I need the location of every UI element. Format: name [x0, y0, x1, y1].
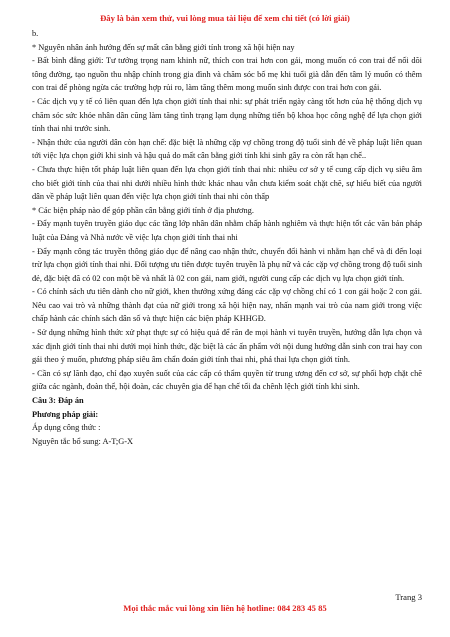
preview-banner: Đây là bản xem thử, vui lòng mua tài liệu để xem chi tiết (có lời giải) — [100, 13, 350, 23]
apply-formula-text: Áp dụng công thức : — [32, 423, 101, 433]
paragraph: - Cần có sự lãnh đạo, chỉ đạo xuyên suốt của các cấp có thẩm quyền từ trung ương đến cơ sở, sự phối hợp chặt chẽ giữa các ngành, đoàn thể, hội đoàn, các chuyên gia để hạn chế tối đa chênh lệch giới tính khi sinh. — [32, 368, 422, 392]
paragraph: - Đẩy mạnh công tác truyền thông giáo dục để nâng cao nhận thức, chuyển đổi hành vi nhằm hạn chế và đi đến loại trừ lựa chọn giới tính thai nhi. Đối tượng ưu tiên được tuyên truyền là phụ nữ và các cặp vợ chồng trong độ tuổi sinh đẻ, đặc biệt đã có 02 con một bề và nhất là 02 con gái, nam giới, người cung cấp các dịch vụ lựa chọn giới tính. — [32, 246, 422, 283]
solution-method-heading: Phương pháp giải: — [32, 409, 99, 419]
document-body — [32, 27, 422, 448]
section-heading-causes: * Nguyên nhân ảnh hưởng đến sự mất cân bằng giới tính trong xã hội hiện nay — [32, 42, 295, 52]
paragraph: - Đẩy mạnh tuyên truyền giáo dục các tầng lớp nhân dân nhằm chấp hành nghiêm và thực hiện tốt các văn bản pháp luật của Đảng và Nhà nước về việc lựa chọn giới tính thai nhi — [32, 219, 422, 242]
hotline-footer: Mọi thắc mắc vui lòng xin liên hệ hotline: 084 283 45 85 — [123, 603, 327, 613]
paragraph: - Các dịch vụ y tế có liên quan đến lựa chọn giới tính thai nhi: sự phát triển ngày càng tốt hơn của hệ thống dịch vụ chăm sóc sức khỏe nhân dân cũng làm tăng tình trạng lạm dụng những tiến bộ khoa học công nghệ để lựa chọn giới tính thai nhi trước sinh. — [32, 96, 422, 134]
paragraph: - Nhận thức của người dân còn hạn chế: đặc biệt là những cặp vợ chồng trong độ tuổi sinh đẻ về pháp luật liên quan tới việc lựa chọn giới khi sinh và hậu quả do mất cân bằng giới tính khi sinh gây ra còn rất hạn chế.. — [32, 137, 422, 161]
complementary-rule-text: Nguyên tắc bổ sung: A-T;G-X — [32, 436, 134, 446]
paragraph: b. — [32, 29, 39, 38]
paragraph: - Có chính sách ưu tiên dành cho nữ giới, khen thưởng xứng đáng các cặp vợ chồng chỉ có 1 con gái hoặc 2 con gái. Nêu cao vai trò và những thành đạt của nữ giới trong xã hội hiện nay, nhấn mạnh vai trò của nam giới trong việc chấp hành các chính sách dân số và thực hiện các biện pháp KHHGĐ. — [32, 287, 422, 324]
question-3-title: Câu 3: Đáp án — [32, 396, 84, 406]
page-number: Trang 3 — [395, 592, 422, 602]
paragraph: - Sử dụng những hình thức xử phạt thực sự có hiệu quả để răn đe mọi hành vi tuyên truyền, hướng dẫn lựa chọn và xác định giới tính thai nhi dưới mọi hình thức, đặc biệt là các ấn phẩm với nội dung hướng dẫn sinh con trai hay con gái theo ý muốn, phương pháp siêu âm chẩn đoán giới tính thai nhi, phá thai lựa chọn giới tính. — [32, 328, 422, 365]
paragraph: - Bất bình đẳng giới: Tư tưởng trọng nam khinh nữ, thích con trai hơn con gái, mong muốn có con trai để nối dõi tông đường, tạo nguồn thu nhập chính trong gia đình và chăm sóc bố mẹ khi tuổi già dẫn đến tâm lý muốn có thêm con trai để phòng ngừa các trường hợp rủi ro, làm tăng thêm mong muốn sinh được con trai hơn con gái. — [32, 56, 422, 93]
section-heading-measures: * Các biện pháp nào để góp phần cân bằng giới tính ở địa phương. — [32, 205, 254, 215]
paragraph: - Chưa thực hiện tốt pháp luật liên quan đến lựa chọn giới tính thai nhi: nhiều cơ sở y tế cung cấp dịch vụ siêu âm cho biết giới tính của thai nhi dưới nhiều hình thức khác nhau vẫn chưa kiểm soát chặt chẽ, sự hiểu biết của người dân về pháp luật liên quan đến việc lựa chọn giới tính thai nhi còn thấp — [32, 164, 422, 202]
